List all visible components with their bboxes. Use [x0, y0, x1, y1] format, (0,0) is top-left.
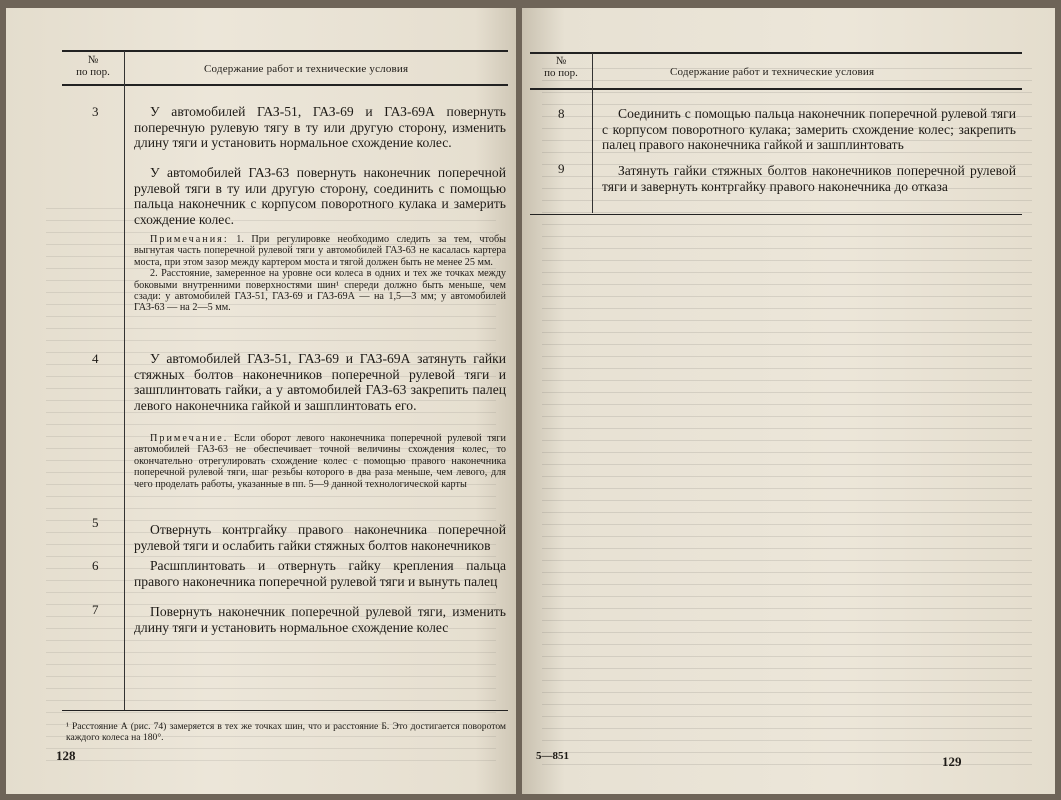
table-bottom-rule: [62, 710, 508, 711]
row-number-9: 9: [558, 161, 565, 176]
column-divider: [124, 51, 125, 711]
column-divider: [592, 53, 593, 213]
header-no-label: по пор.: [544, 67, 578, 79]
header-bottom-rule: [62, 84, 508, 86]
page-number-right: 129: [942, 754, 962, 769]
header-top-rule: [62, 50, 508, 52]
row-number-7: 7: [92, 602, 99, 617]
header-number-column: [530, 55, 592, 79]
header-number-column: [62, 54, 124, 78]
header-no-symbol: №: [87, 54, 99, 66]
header-bottom-rule: [530, 88, 1022, 90]
row-number-5: 5: [92, 515, 99, 530]
row-3-notes-label: Примечания:: [150, 234, 229, 245]
row-3-note-1: 1. При регулировке необходимо следить за тем, чтобы выгнутая часть поперечной рулевой тяги у автомобилей ГАЗ-63 не касалась картера моста, при этом зазор между картером моста и тягой должен быть не менее 25 мм.: [134, 234, 506, 268]
row-number-4: 4: [92, 351, 99, 366]
header-top-rule: [530, 52, 1022, 54]
row-8-text: Соединить с помощью пальца наконечник поперечной рулевой тяги с корпусом поворотного кулака; замерить схождение колес; закрепить палец правого наконечника гайкой и зашплинтовать: [602, 106, 1016, 153]
row-3-paragraph-1: У автомобилей ГАЗ-51, ГАЗ-69 и ГАЗ-69А повернуть поперечную рулевую тягу в ту или другую сторону, изменить длину тяги и установить нормальное схождение колес.: [134, 104, 506, 151]
row-number-6: 6: [92, 558, 99, 573]
header-content-title: Содержание работ и технические условия: [670, 66, 875, 78]
row-7-text: Повернуть наконечник поперечной рулевой тяги, изменить длину тяги и установить нормальное схождение колес: [134, 604, 506, 635]
row-4-paragraph-1: У автомобилей ГАЗ-51, ГАЗ-69 и ГАЗ-69А затянуть гайки стяжных болтов наконечников поперечной рулевой тяги и зашплинтовать гайки, а у автомобилей ГАЗ-63 закрепить палец левого наконечника гайкой и зашплинтовать его.: [134, 351, 506, 413]
row-3-paragraph-2: У автомобилей ГАЗ-63 повернуть наконечник поперечной рулевой тяги в ту или другую сторону, соединить с помощью пальца наконечник с корпусом поворотного кулака и замерить схождение колес.: [134, 165, 506, 227]
row-4-note-1: Если оборот левого наконечника поперечной рулевой тяги автомобилей ГАЗ-63 не обеспечивает точной величины схождения колес, то окончательно отрегулировать схождение колес с помощью правого наконечника поперечной рулевой тяги, шаг резьбы которого в два раза меньше, чем левого, для чего проделать работы, указанные в пп. 5—9 данной технологической карты: [134, 433, 507, 490]
row-5-text: Отвернуть контргайку правого наконечника поперечной рулевой тяги и ослабить гайки стяжных болтов наконечников: [134, 522, 506, 553]
row-4-notes-label: Примечание.: [150, 433, 229, 444]
table-bottom-rule: [530, 214, 1022, 215]
row-9-text: Затянуть гайки стяжных болтов наконечников поперечной рулевой тяги и завернуть контргайку правого наконечника до отказа: [602, 163, 1016, 194]
header-no-symbol: №: [555, 55, 567, 67]
printer-signature: 5—851: [536, 750, 569, 762]
footnote: ¹ Расстояние А (рис. 74) замеряется в тех же точках шин, что и расстояние Б. Это достигается поворотом каждого колеса на 180°.: [66, 721, 506, 743]
right-page: [522, 8, 1055, 794]
row-6-text: Расшплинтовать и отвернуть гайку крепления пальца правого наконечника поперечной рулевой тяги и вынуть палец: [134, 558, 506, 589]
page-number-left: 128: [56, 748, 76, 763]
header-content-title: Содержание работ и технические условия: [204, 63, 409, 75]
row-3-notes: [134, 234, 506, 314]
left-page: [6, 8, 516, 794]
header-no-label: по пор.: [76, 66, 110, 78]
row-number-8: 8: [558, 106, 565, 121]
row-number-3: 3: [92, 104, 99, 119]
row-3-note-2: 2. Расстояние, замеренное на уровне оси колеса в одних и тех же точках между боковыми внутренними поверхностями шин¹ спереди должно быть меньше, чем сзади: у автомобилей ГАЗ-51, ГАЗ-69 и ГАЗ-69А — на 1,5—3 мм; у автомобилей ГАЗ-63 — на 2—5 мм.: [134, 268, 506, 314]
row-4-notes: [134, 433, 506, 490]
